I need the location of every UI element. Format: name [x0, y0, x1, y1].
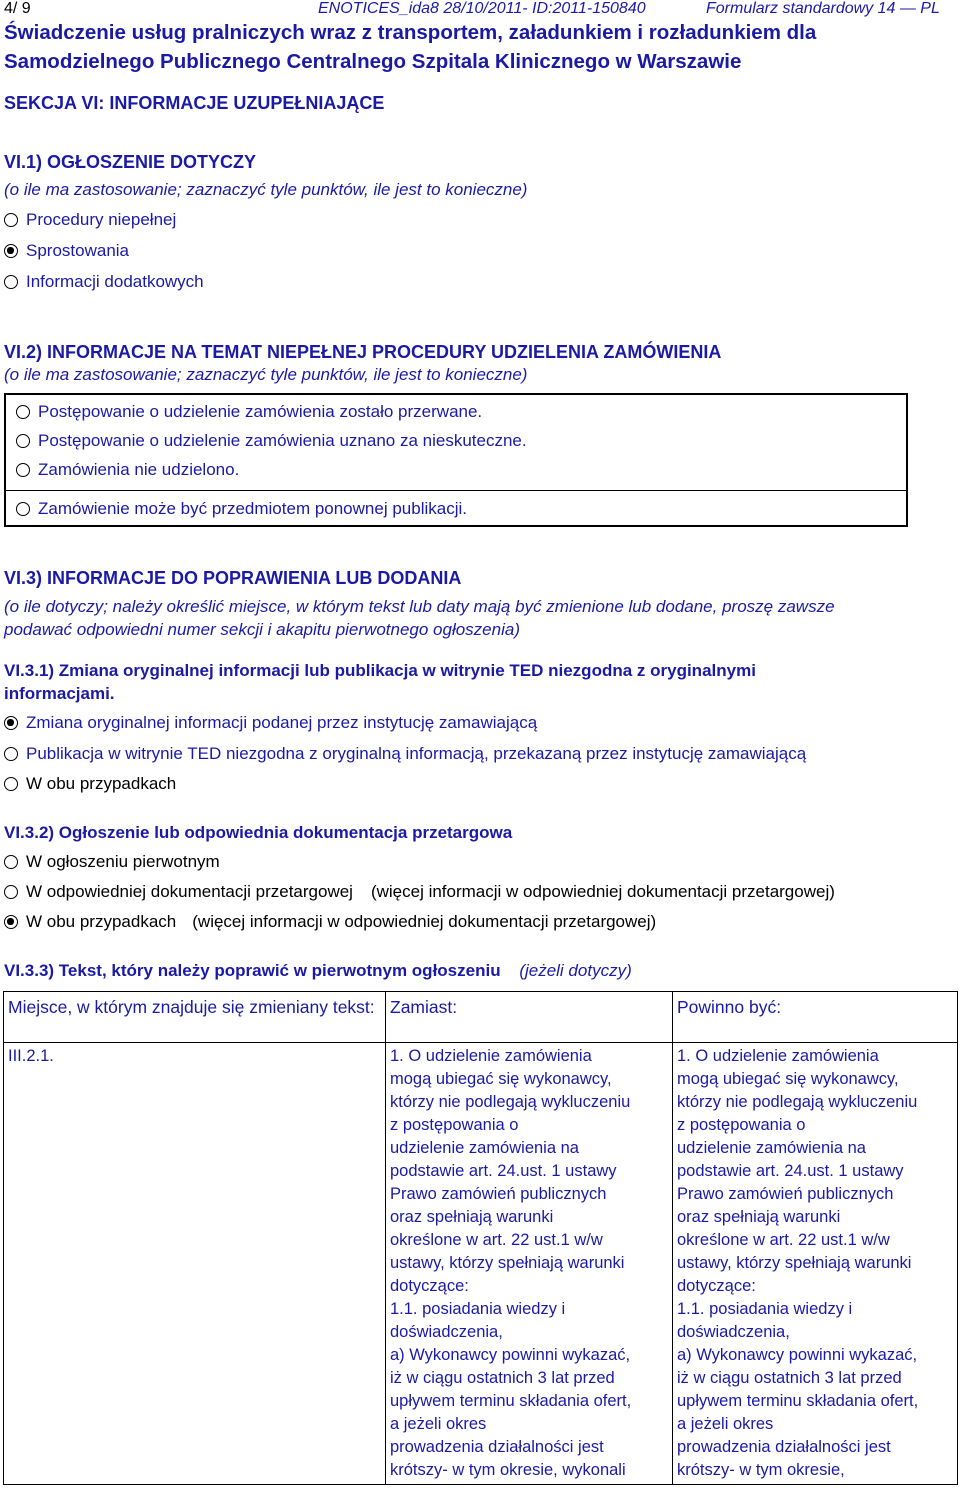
table-header-row	[4, 992, 958, 1043]
page-number: 4/ 9	[4, 0, 31, 17]
vi32-option-0[interactable]	[4, 852, 220, 872]
col-instead-header	[386, 992, 673, 1043]
radio-icon[interactable]	[4, 275, 18, 289]
vi2-option-0[interactable]	[16, 402, 482, 422]
vi2-heading: VI.2) INFORMACJE NA TEMAT NIEPEŁNEJ PROCEDURY UDZIELENIA ZAMÓWIENIA	[4, 342, 722, 362]
radio-icon[interactable]	[16, 463, 30, 477]
option-label: Procedury niepełnej	[26, 210, 177, 229]
notice-title-line2: Samodzielnego Publicznego Centralnego Szpitala Klinicznego w Warszawie	[4, 50, 742, 73]
should-line: a) Wykonawcy powinni wykazać,	[677, 1346, 918, 1364]
radio-selected-icon[interactable]	[4, 244, 18, 258]
should-line: ustawy, którzy spełniają warunki	[677, 1254, 912, 1272]
instead-line: a jeżeli okres	[390, 1415, 487, 1433]
vi1-option-0[interactable]	[4, 210, 176, 230]
option-label: W ogłoszeniu pierwotnym	[26, 852, 220, 871]
should-line: upływem terminu składania ofert,	[677, 1392, 919, 1410]
vi31-option-0[interactable]	[4, 713, 537, 733]
vi31-option-1[interactable]	[4, 744, 806, 764]
should-line: określone w art. 22 ust.1 w/w	[677, 1231, 890, 1249]
should-cell	[673, 1043, 958, 1485]
option-label: W obu przypadkach	[26, 774, 177, 793]
vi32-option-2[interactable]	[4, 912, 656, 932]
instead-cell	[386, 1043, 673, 1485]
option-label: W obu przypadkach	[26, 912, 177, 931]
vi1-option-2[interactable]	[4, 272, 204, 292]
vi3-note-line1: (o ile dotyczy; należy określić miejsce, w którym tekst lub daty mają być zmienione lub dodane, proszę zawsze	[4, 597, 835, 616]
instead-line: 1. O udzielenie zamówienia	[390, 1047, 592, 1065]
radio-selected-icon[interactable]	[4, 915, 18, 929]
vi2-options-box	[4, 393, 908, 527]
radio-icon[interactable]	[16, 405, 30, 419]
should-line: doświadczenia,	[677, 1323, 790, 1341]
instead-line: prowadzenia działalności jest	[390, 1438, 604, 1456]
instead-line: krótszy- w tym okresie, wykonali	[390, 1461, 626, 1479]
option-label: Postępowanie o udzielenie zamówienia zostało przerwane.	[38, 402, 483, 421]
instead-line: którzy nie podlegają wykluczeniu	[390, 1093, 631, 1111]
instead-line: doświadczenia,	[390, 1323, 503, 1341]
option-label: Zamówienie może być przedmiotem ponownej publikacji.	[38, 499, 467, 518]
radio-icon[interactable]	[4, 747, 18, 761]
should-line: krótszy- w tym okresie,	[677, 1461, 845, 1479]
vi33-heading-text: VI.3.3) Tekst, który należy poprawić w pierwotnym ogłoszeniu	[4, 961, 501, 980]
instead-line: ustawy, którzy spełniają warunki	[390, 1254, 625, 1272]
document-id: ENOTICES_ida8 28/10/2011- ID:2011-150840	[318, 0, 646, 17]
should-line: 1. O udzielenie zamówienia	[677, 1047, 879, 1065]
vi33-heading	[4, 961, 632, 981]
radio-icon[interactable]	[4, 885, 18, 899]
col-should-header-text: Powinno być:	[677, 997, 782, 1017]
instead-line: udzielenie zamówienia na	[390, 1139, 579, 1157]
instead-line: dotyczące:	[390, 1277, 469, 1295]
option-label: W odpowiedniej dokumentacji przetargowej	[26, 882, 353, 901]
form-name: Formularz standardowy 14 — PL	[706, 0, 940, 17]
should-line: udzielenie zamówienia na	[677, 1139, 866, 1157]
section-title: SEKCJA VI: INFORMACJE UZUPEŁNIAJĄCE	[4, 93, 385, 113]
radio-icon[interactable]	[16, 502, 30, 516]
radio-selected-icon[interactable]	[4, 716, 18, 730]
option-extra: (więcej informacji w odpowiedniej dokumentacji przetargowej)	[370, 882, 835, 901]
option-label: Informacji dodatkowych	[26, 272, 204, 291]
should-line: a jeżeli okres	[677, 1415, 774, 1433]
vi1-option-1[interactable]	[4, 241, 129, 261]
should-line: podstawie art. 24.ust. 1 ustawy	[677, 1162, 904, 1180]
vi3-note-line2: podawać odpowiedni numer sekcji i akapitu pierwotnego ogłoszenia)	[4, 620, 520, 639]
instead-line: iż w ciągu ostatnich 3 lat przed	[390, 1369, 615, 1387]
col-place-header-text: Miejsce, w którym znajduje się zmieniany tekst:	[8, 997, 375, 1017]
vi32-heading: VI.3.2) Ogłoszenie lub odpowiednia dokumentacja przetargowa	[4, 823, 513, 842]
vi2-option-1[interactable]	[16, 431, 527, 451]
radio-icon[interactable]	[4, 777, 18, 791]
should-line: Prawo zamówień publicznych	[677, 1185, 894, 1203]
radio-icon[interactable]	[4, 213, 18, 227]
should-line: prowadzenia działalności jest	[677, 1438, 891, 1456]
col-place-header	[4, 992, 386, 1043]
should-line: oraz spełniają warunki	[677, 1208, 841, 1226]
instead-line: podstawie art. 24.ust. 1 ustawy	[390, 1162, 617, 1180]
correction-table	[3, 991, 958, 1485]
vi2-note: (o ile ma zastosowanie; zaznaczyć tyle punktów, ile jest to konieczne)	[4, 365, 528, 384]
col-instead-header-text: Zamiast:	[390, 997, 458, 1017]
place-text: III.2.1.	[8, 1047, 54, 1065]
instead-line: a) Wykonawcy powinni wykazać,	[390, 1346, 631, 1364]
place-cell	[4, 1043, 386, 1485]
should-line: 1.1. posiadania wiedzy i	[677, 1300, 853, 1318]
should-line: mogą ubiegać się wykonawcy,	[677, 1070, 899, 1088]
vi3-heading: VI.3) INFORMACJE DO POPRAWIENIA LUB DODANIA	[4, 568, 462, 588]
should-line: dotyczące:	[677, 1277, 756, 1295]
option-label: Publikacja w witrynie TED niezgodna z oryginalną informacją, przekazaną przez instytucję zamawiającą	[26, 744, 807, 763]
vi2-option-2[interactable]	[16, 460, 239, 480]
instead-line: mogą ubiegać się wykonawcy,	[390, 1070, 612, 1088]
notice-title-line1: Świadczenie usług pralniczych wraz z transportem, załadunkiem i rozładunkiem dla	[4, 21, 817, 44]
instead-line: Prawo zamówień publicznych	[390, 1185, 607, 1203]
vi33-heading-note: (jeżeli dotyczy)	[519, 961, 632, 980]
instead-line: 1.1. posiadania wiedzy i	[390, 1300, 566, 1318]
vi2-extra-option[interactable]	[16, 499, 467, 519]
option-label: Postępowanie o udzielenie zamówienia uznano za nieskuteczne.	[38, 431, 527, 450]
should-line: z postępowania o	[677, 1116, 806, 1134]
vi31-heading-line1: VI.3.1) Zmiana oryginalnej informacji lub publikacja w witrynie TED niezgodna z oryginalnymi	[4, 661, 756, 680]
col-should-header	[673, 992, 958, 1043]
option-label: Zmiana oryginalnej informacji podanej przez instytucję zamawiającą	[26, 713, 538, 732]
vi1-note: (o ile ma zastosowanie; zaznaczyć tyle punktów, ile jest to konieczne)	[4, 180, 528, 199]
instead-line: określone w art. 22 ust.1 w/w	[390, 1231, 603, 1249]
option-extra: (więcej informacji w odpowiedniej dokumentacji przetargowej)	[192, 912, 657, 931]
option-label: Zamówienia nie udzielono.	[38, 460, 240, 479]
table-row	[4, 1043, 958, 1485]
vi32-option-1[interactable]	[4, 882, 835, 902]
vi31-heading-line2: informacjami.	[4, 684, 115, 703]
radio-icon[interactable]	[4, 855, 18, 869]
option-label: Sprostowania	[26, 241, 130, 260]
instead-line: oraz spełniają warunki	[390, 1208, 554, 1226]
vi1-heading: VI.1) OGŁOSZENIE DOTYCZY	[4, 152, 257, 172]
instead-line: z postępowania o	[390, 1116, 519, 1134]
should-line: którzy nie podlegają wykluczeniu	[677, 1093, 918, 1111]
should-line: iż w ciągu ostatnich 3 lat przed	[677, 1369, 902, 1387]
box-divider	[6, 490, 906, 491]
instead-line: upływem terminu składania ofert,	[390, 1392, 632, 1410]
radio-icon[interactable]	[16, 434, 30, 448]
vi31-option-2[interactable]	[4, 774, 176, 794]
